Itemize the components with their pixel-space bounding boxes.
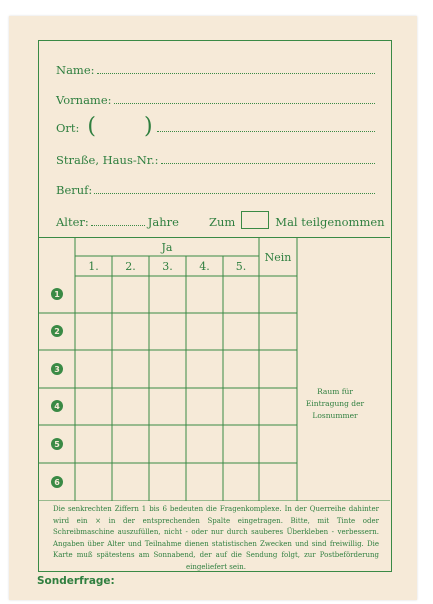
- ort-label: Ort:: [56, 121, 80, 135]
- row-number-4: 4: [51, 400, 63, 412]
- column-header-2: 2.: [125, 260, 136, 273]
- paren-open: (: [87, 114, 97, 139]
- grid-lines: [39, 238, 390, 501]
- column-header-5: 5.: [235, 260, 247, 273]
- form-frame: [38, 40, 392, 572]
- strasse-row[interactable]: [56, 153, 375, 167]
- name-label: Name:: [56, 63, 95, 77]
- row-number-2: 2: [51, 325, 63, 337]
- vorname-row[interactable]: [56, 93, 375, 107]
- row-number-3: 3: [51, 363, 63, 375]
- beruf-row[interactable]: [56, 183, 375, 197]
- name-row[interactable]: [56, 63, 375, 77]
- ja-header: Ja: [161, 241, 173, 254]
- alter-row: [56, 211, 385, 229]
- column-header-4: 4.: [199, 260, 210, 273]
- name-line[interactable]: [97, 73, 375, 74]
- strasse-line[interactable]: [161, 163, 375, 164]
- strasse-label: Straße, Haus-Nr.:: [56, 153, 159, 167]
- beruf-label: Beruf:: [56, 183, 93, 197]
- beruf-line[interactable]: [94, 193, 375, 194]
- teilnahme-count-box[interactable]: [241, 211, 269, 229]
- row-number-6: 6: [51, 476, 63, 488]
- zum-label: Zum: [208, 215, 236, 229]
- vorname-line[interactable]: [114, 103, 375, 104]
- jahre-label: Jahre: [147, 215, 179, 229]
- vorname-label: Vorname:: [56, 93, 112, 107]
- instructions-text: Die senkrechten Ziffern 1 bis 6 bedeuten die Fragenkomplexe. In der Querreihe dahinter wird ein × in der entsprechenden Spalte eingetragen. Bitte, mit Tinte oder Schreibmaschine auszufüllen, nicht - oder nur durch sauberes Überkleben - verbessern. Angaben über Alter und Teilnahme dienen statistischen Zwecken und sind freiwillig. Die Karte muß spätestens am Sonnabend, der auf die Sendung folgt, zur Postbeförderung eingeliefert sein.: [53, 505, 379, 571]
- alter-label: Alter:: [56, 215, 89, 229]
- alter-line[interactable]: [91, 225, 145, 226]
- losnummer-space-label: Raum für Eintragung der Losnummer: [305, 387, 365, 420]
- ort-row[interactable]: [56, 114, 375, 139]
- column-header-3: 3.: [162, 260, 173, 273]
- sonderfrage-label: Sonderfrage:: [37, 575, 115, 587]
- mal-teilgenommen-label: Mal teilgenommen: [275, 215, 385, 229]
- column-header-1: 1.: [88, 260, 99, 273]
- row-number-1: 1: [51, 288, 63, 300]
- paren-close: ): [144, 114, 153, 139]
- answer-grid: [39, 237, 390, 501]
- nein-header: Nein: [264, 251, 292, 264]
- row-number-5: 5: [51, 438, 63, 450]
- ort-line[interactable]: [157, 131, 375, 132]
